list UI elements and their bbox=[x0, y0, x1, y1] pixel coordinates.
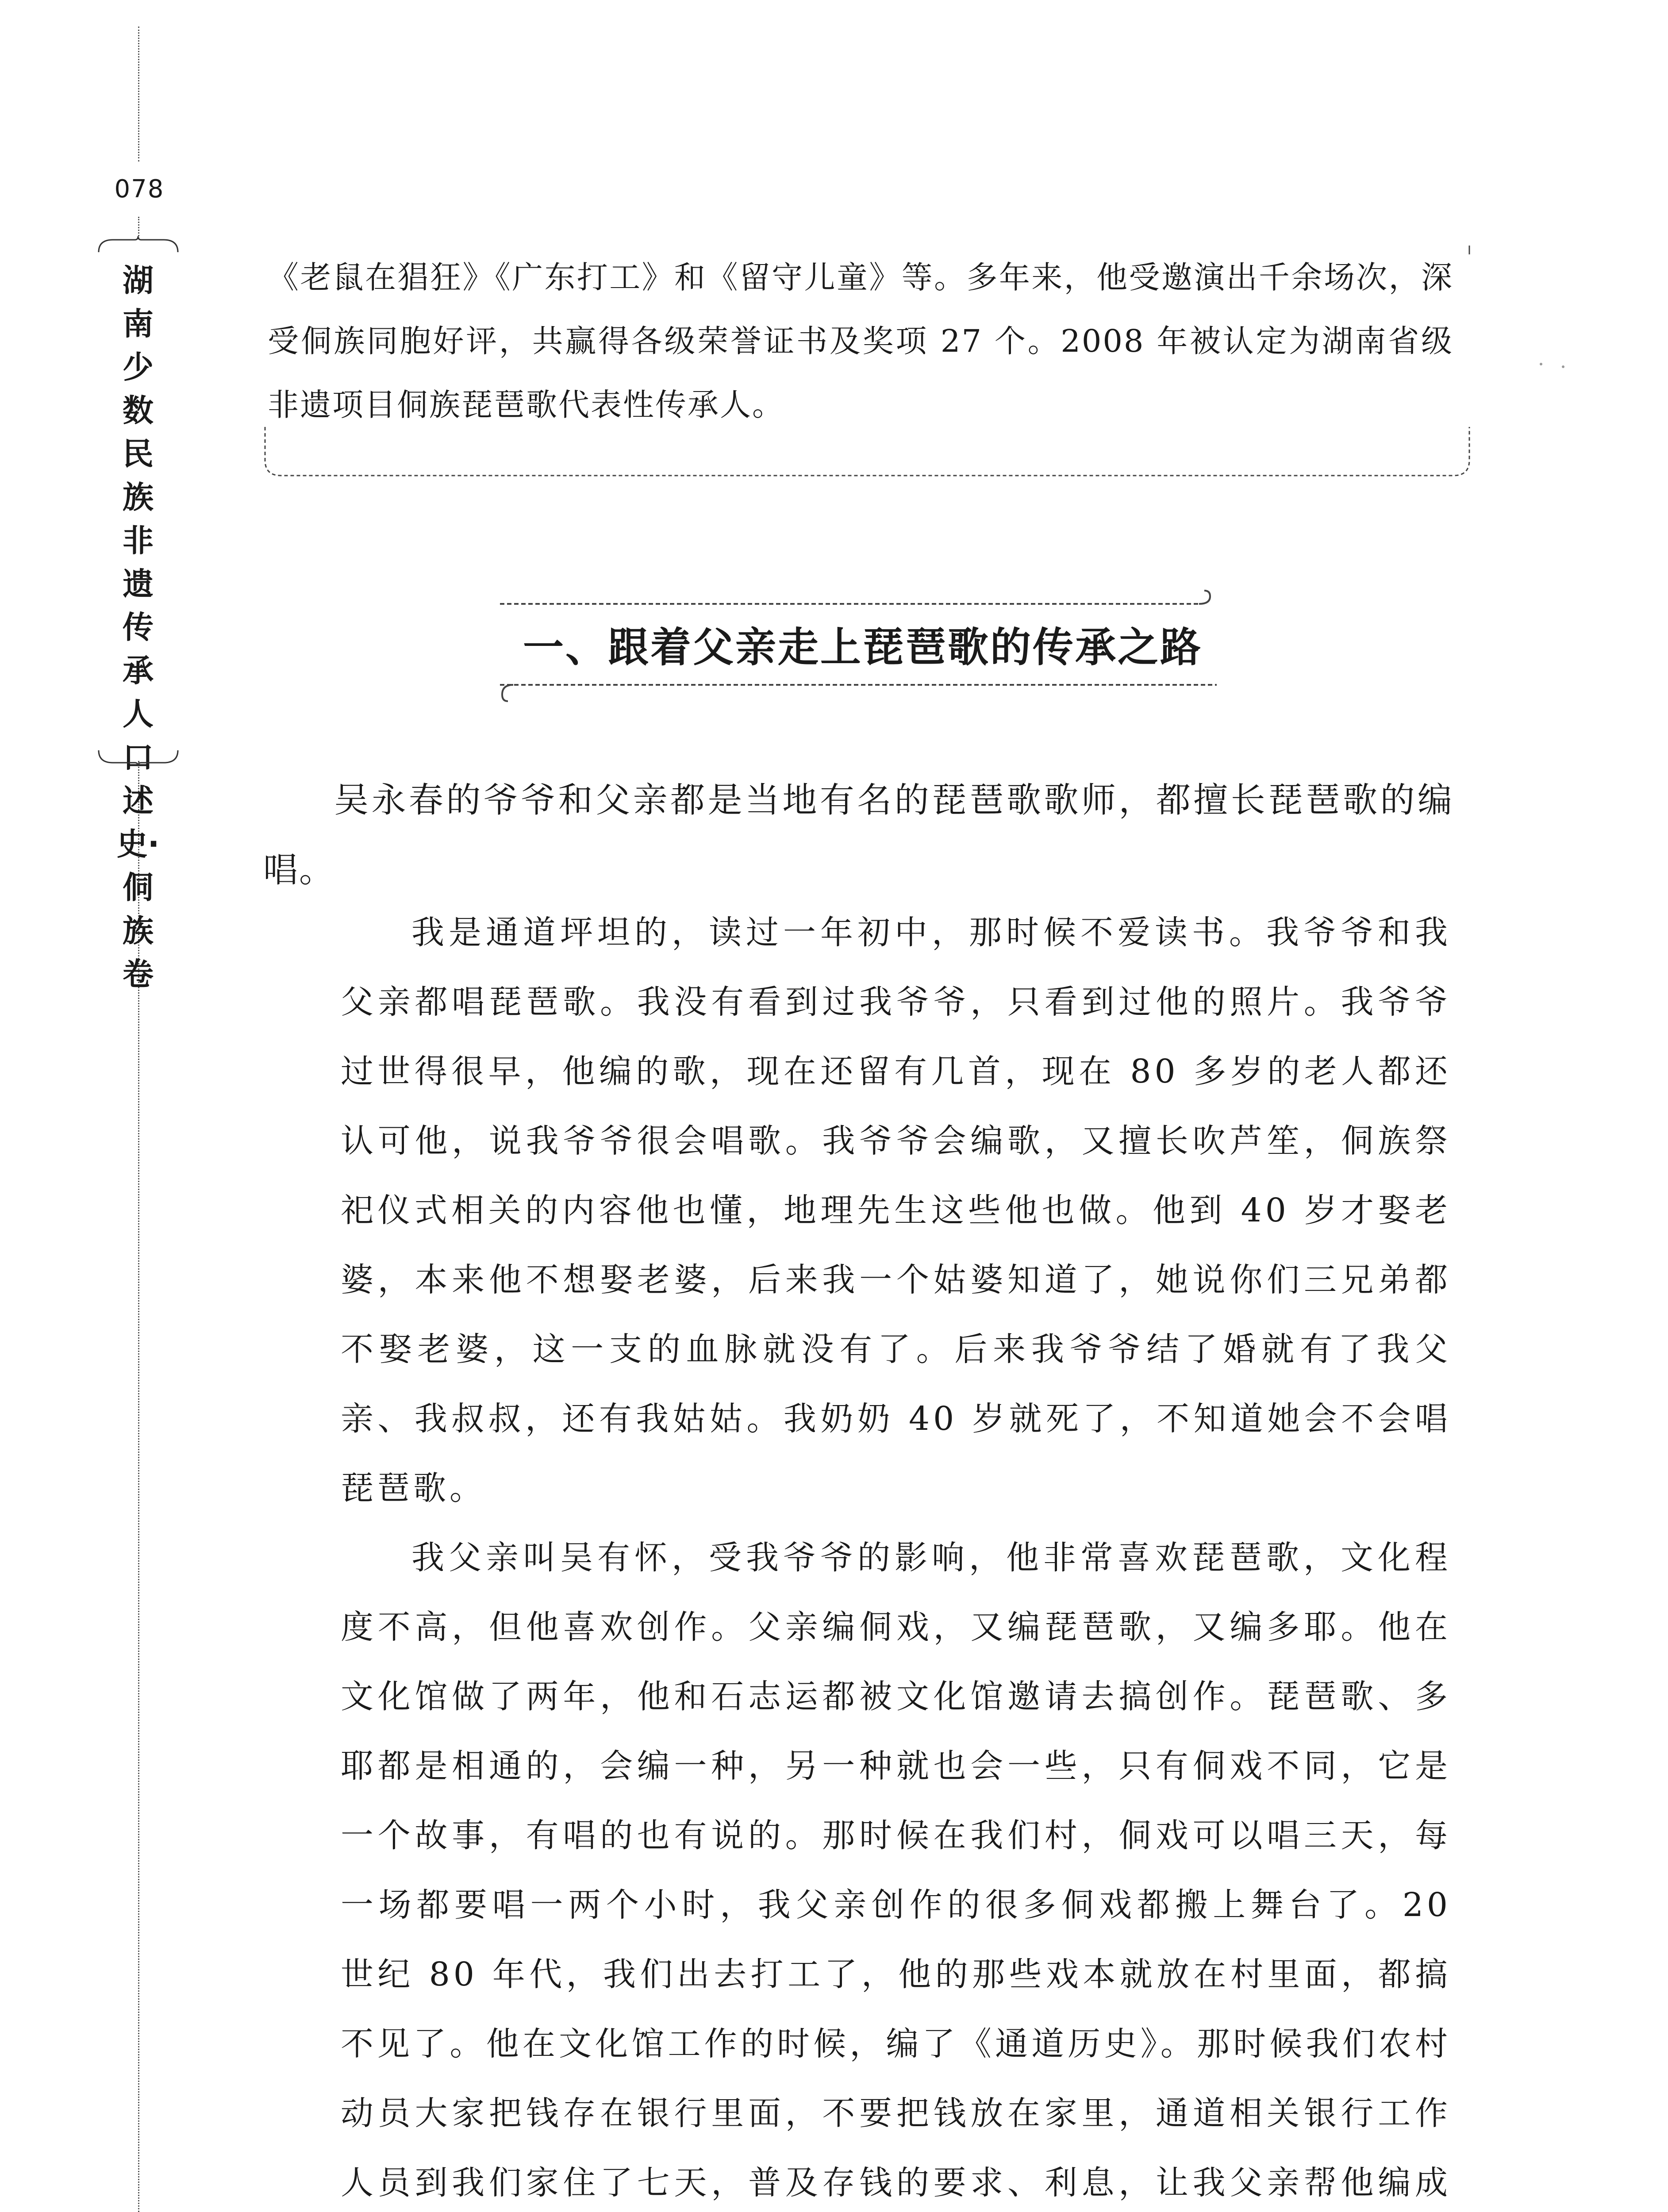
quote-paragraph: 我是通道坪坦的，读过一年初中，那时候不爱读书。我爷爷和我父亲都唱琵琶歌。我没有看到过我爷爷，只看到过他的照片。我爷爷过世得很早，他编的歌，现在还留有几首，现在 80 多岁的老人都还认可他，说我爷爷很会唱歌。我爷爷会编歌，又擅长吹芦笙，侗族祭祀仪式相关的内容他也懂，地理先生这些他也做。他到 40 岁才娶老婆，本来他不想娶老婆，后来我一个姑婆知道了，她说你们三兄弟都不娶老婆，这一支的血脉就没有了。后来我爷爷结了婚就有了我父亲、我叔叔，还有我姑姑。我奶奶 40 岁就死了，不知道她会不会唱琵琶歌。 bbox=[341, 914, 1451, 1507]
oral-history-quote bbox=[341, 898, 1451, 2212]
page-number: 078 bbox=[114, 175, 165, 204]
section-title: 一、跟着父亲走上琵琶歌的传承之路 bbox=[523, 624, 1203, 671]
scan-speck bbox=[1562, 365, 1564, 368]
scan-speck bbox=[1540, 363, 1542, 365]
intro-paragraph: 吴永春的爷爷和父亲都是当地有名的琵琶歌歌师，都擅长琵琶歌的编唱。 bbox=[263, 780, 1453, 890]
quote-paragraph: 我父亲叫吴有怀，受我爷爷的影响，他非常喜欢琵琶歌，文化程度不高，但他喜欢创作。父亲编侗戏，又编琵琶歌，又编多耶。他在文化馆做了两年，他和石志运都被文化馆邀请去搞创作。琵琶歌、多耶都是相通的，会编一种，另一种就也会一些，只有侗戏不同，它是一个故事，有唱的也有说的。那时候在我们村，侗戏可以唱三天，每一场都要唱一两个小时，我父亲创作的很多侗戏都搬上舞台了。20 世纪 80 年代，我们出去打工了，他的那些戏本就放在村里面，都搞不见了。他在文化馆工作的时候，编了《通道历史》。那时候我们农村动员大家把钱存在银行里面，不要把钱放在家里，通道相关银行工作人员到我们家住了七天，普及存钱的要求、利息，让我父亲帮他编成 bbox=[341, 1539, 1451, 2202]
running-head: 湖南少数民族非遗传承人口述史·侗族卷 bbox=[116, 262, 160, 992]
margin-rule-top bbox=[138, 27, 139, 161]
running-head-bracket-top bbox=[95, 234, 181, 255]
running-head-bracket-bottom bbox=[95, 748, 181, 768]
section-heading bbox=[500, 588, 1226, 721]
bio-text: 《老鼠在猖狂》《广东打工》和《留守儿童》等。多年来，他受邀演出千余场次，深受侗族同胞好评，共赢得各级荣誉证书及奖项 27 个。2008 年被认定为湖南省级非遗项目侗族琵琶歌代表性传承人。 bbox=[268, 259, 1453, 423]
bio-box bbox=[263, 237, 1471, 484]
